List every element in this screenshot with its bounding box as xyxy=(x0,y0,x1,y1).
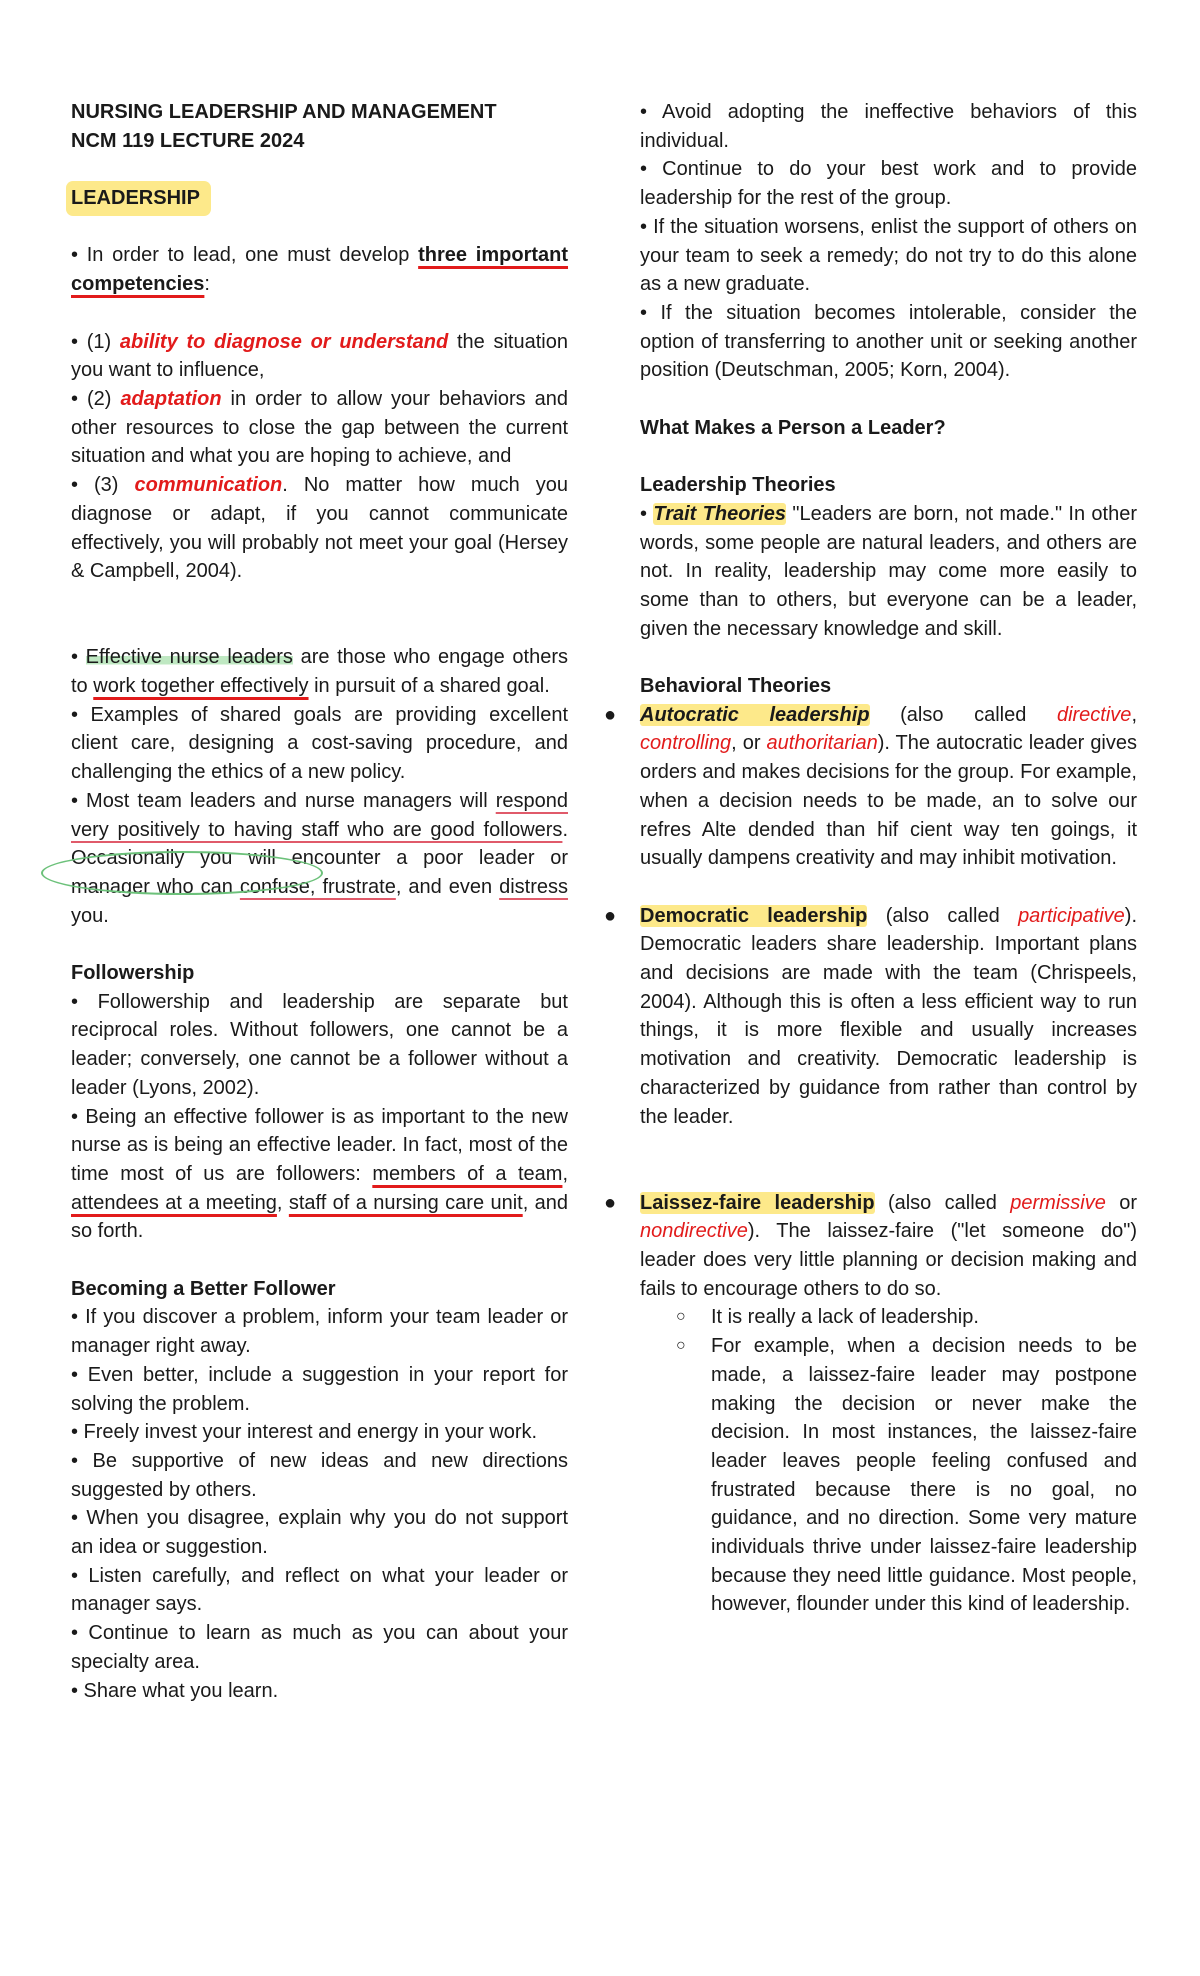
followership-paragraph-1: • Followership and leadership are separate but reciprocal roles. Without followers, one cannot be a leader; conversely, one cannot be a follower without a leader (Lyons, 2002). xyxy=(71,990,568,1099)
followership-text-end: , and so forth. xyxy=(71,1191,568,1243)
competency-3-term: communication xyxy=(134,474,283,497)
better-follower-item-3: • Freely invest your interest and energy in your work. xyxy=(71,1421,538,1444)
title-line-1: NURSING LEADERSHIP AND MANAGEMENT xyxy=(71,101,497,123)
avoid-item-1: • Avoid adopting the ineffective behaviors of this individual. xyxy=(640,101,1137,152)
shared-goals-paragraph: • Examples of shared goals are providing excellent client care, designing a cost-saving procedure, and challenging the ethics of a new policy. xyxy=(71,703,568,784)
better-follower-item-5: • When you disagree, explain why you do not support an idea or suggestion. xyxy=(71,1507,568,1559)
confuse-frustrate-underline: confuse, frustrate xyxy=(239,875,396,898)
poor-leader-circled: poor leader or manager xyxy=(71,847,568,898)
directive-term: directive xyxy=(1056,703,1132,726)
section-label-row xyxy=(71,184,568,213)
team-leaders-paragraph xyxy=(71,787,568,931)
trait-theories-text: "Leaders are born, not made." In other words, some people are natural leaders, and others are not. In reality, leadership may come more easily to some than to others, but everyone can be a leader, given the necessary knowledge and skill. xyxy=(640,502,1137,640)
effective-text-end: in pursuit of a shared goal. xyxy=(308,675,550,697)
or-text: or xyxy=(1105,1191,1137,1214)
competency-3-number: • (3) xyxy=(71,474,135,497)
laissez-sub-text-2: For example, when a decision needs to be made, a laissez-faire leader may postpone making the decision or never make the decision. In most instances, the laissez-faire leader leaves people feeling confused and frustrated because there is no goal, no guidance, and no direction. Some very mature individuals thrive under laissez-faire leadership because they need little guidance. Most people, however, flounder under this kind of leadership. xyxy=(711,1335,1137,1616)
staff-nursing-unit-underline: staff of a nursing care unit xyxy=(288,1191,523,1214)
better-follower-item-1: • If you discover a problem, inform your team leader or manager right away. xyxy=(71,1306,568,1358)
competencies-intro xyxy=(71,241,568,298)
team-leaders-text: • Most team leaders and nurse managers will xyxy=(71,789,496,812)
team-leaders-text-5: you. xyxy=(71,904,109,927)
comma: , xyxy=(562,1162,568,1185)
green-circle-annotation xyxy=(41,851,323,895)
bullet-dot: ● xyxy=(604,703,617,726)
followership-text: • Being an effective follower is as important to the new nurse as is being an effective leader. In fact, most of the time most of us are followers: xyxy=(71,1105,568,1185)
intro-text: • In order to lead, one must develop xyxy=(71,244,419,267)
competency-2-number: • (2) xyxy=(71,387,121,410)
competency-2-term: adaptation xyxy=(120,387,222,410)
democratic-description: ). Democratic leaders share leadership. Important plans and decisions are made with the team (Chrispeels, 2004). Although this is often a less efficient way to run things, it is more flexible and usually increases motivation and creativity. Democratic leadership is characterized by guidance from rather than control by the leader. xyxy=(640,904,1137,1128)
competency-1-text: the situation you want to influence, xyxy=(71,330,568,382)
trait-theories-term: Trait Theories xyxy=(653,502,787,525)
autocratic-term: Autocratic leadership xyxy=(640,703,870,726)
laissez-faire-term: Laissez-faire leadership xyxy=(640,1191,875,1214)
or-text: , or xyxy=(731,732,767,755)
bullet: • xyxy=(640,502,654,525)
sub-bullet-circle: ○ xyxy=(676,1337,686,1355)
intro-colon: : xyxy=(204,273,210,296)
right-column xyxy=(604,98,1138,1619)
team-leaders-text-2: . Occasionally you will encounter a xyxy=(71,818,568,870)
autocratic-item xyxy=(568,701,1137,873)
what-makes-leader-heading: What Makes a Person a Leader? xyxy=(640,416,946,439)
leadership-section-label: LEADERSHIP xyxy=(69,184,208,213)
controlling-term: controlling xyxy=(640,732,732,755)
competency-1-number: • (1) xyxy=(71,330,120,353)
avoid-item-3: • If the situation worsens, enlist the support of others on your team to seek a remedy; do not try to do this alone as a new graduate. xyxy=(640,215,1137,296)
comma-2: , xyxy=(276,1191,289,1214)
comma: , xyxy=(1131,703,1137,726)
effective-text: are those who engage others to xyxy=(71,646,568,697)
work-together-underline: work together effectively xyxy=(93,675,309,697)
laissez-description: ). The laissez-faire ("let someone do") leader does very little planning or decision making and fails to encourage others to do so. xyxy=(640,1220,1137,1300)
competency-2 xyxy=(71,385,568,471)
laissez-sub-item-1 xyxy=(568,1303,1137,1332)
better-follower-item-4: • Be supportive of new ideas and new directions suggested by others. xyxy=(71,1449,568,1501)
team-leaders-text-4: , and even xyxy=(395,875,500,898)
competency-2-text: in order to allow your behaviors and other resources to close the gap between the current situation and what you are hoping to achieve, and xyxy=(71,387,569,468)
effective-leaders-paragraph xyxy=(71,643,568,700)
good-followers-underline: respond very positively to having staff who are good followers xyxy=(71,789,568,841)
bullet: • xyxy=(71,646,86,669)
document-title xyxy=(71,98,568,155)
leadership-theories-heading: Leadership Theories xyxy=(640,474,836,497)
effective-nurse-leaders-highlight: Effective nurse leaders xyxy=(85,646,293,669)
autocratic-description: ). The autocratic leader gives orders and makes decisions for the group. For example, when a decision needs to be made, an to solve our refres Alte dended than hif cient way ten goings, it usually dampens creativity and may inhibit motivation. xyxy=(640,732,1138,870)
attendees-underline: attendees at a meeting xyxy=(71,1191,277,1214)
three-competencies-emphasis: three important competencies xyxy=(71,244,569,296)
nondirective-term: nondirective xyxy=(640,1220,748,1243)
better-follower-item-2: • Even better, include a suggestion in your report for solving the problem. xyxy=(71,1363,568,1415)
title-line-2: NCM 119 LECTURE 2024 xyxy=(71,129,305,152)
followership-heading: Followership xyxy=(71,962,195,985)
avoid-item-4: • If the situation becomes intolerable, consider the option of transferring to another unit or seeking another position (Deutschman, 2005; Korn, 2004). xyxy=(640,301,1137,382)
left-column xyxy=(71,98,568,1705)
autocratic-text: (also called xyxy=(869,703,1057,726)
members-of-team-underline: members of a team xyxy=(372,1162,563,1185)
bullet-dot: ● xyxy=(604,904,617,927)
bullet-dot: ● xyxy=(604,1191,617,1214)
democratic-text: (also called xyxy=(867,904,1019,927)
competency-3-text: . No matter how much you diagnose or adapt, if you cannot communicate effectively, you will probably not meet your goal (Hersey & Campbell, 2004). xyxy=(71,474,568,583)
democratic-item xyxy=(568,902,1137,1132)
permissive-term: permissive xyxy=(1010,1191,1106,1214)
better-follower-item-6: • Listen carefully, and reflect on what your leader or manager says. xyxy=(71,1564,568,1616)
laissez-sub-text-1: It is really a lack of leadership. xyxy=(711,1306,979,1329)
competency-1-term: ability to diagnose or understand xyxy=(119,330,449,353)
better-follower-item-8: • Share what you learn. xyxy=(71,1679,279,1702)
competency-3 xyxy=(71,471,568,586)
trait-theories-paragraph xyxy=(640,500,1137,644)
democratic-term: Democratic leadership xyxy=(640,904,868,927)
distress-underline: distress xyxy=(499,875,569,898)
laissez-faire-item xyxy=(568,1189,1137,1304)
laissez-sub-item-2 xyxy=(568,1332,1137,1619)
sub-bullet-circle: ○ xyxy=(676,1308,686,1326)
behavioral-theories-heading: Behavioral Theories xyxy=(640,675,832,698)
better-follower-item-7: • Continue to learn as much as you can about your specialty area. xyxy=(71,1622,568,1673)
avoid-item-2: • Continue to do your best work and to provide leadership for the rest of the group. xyxy=(640,158,1137,210)
authoritarian-term: authoritarian xyxy=(766,732,878,755)
better-follower-heading: Becoming a Better Follower xyxy=(71,1277,336,1300)
competency-1 xyxy=(71,328,568,385)
followership-paragraph-2 xyxy=(71,1103,568,1247)
laissez-text: (also called xyxy=(874,1191,1011,1214)
team-leaders-text-3: who can xyxy=(149,875,240,898)
participative-term: participative xyxy=(1018,904,1125,927)
